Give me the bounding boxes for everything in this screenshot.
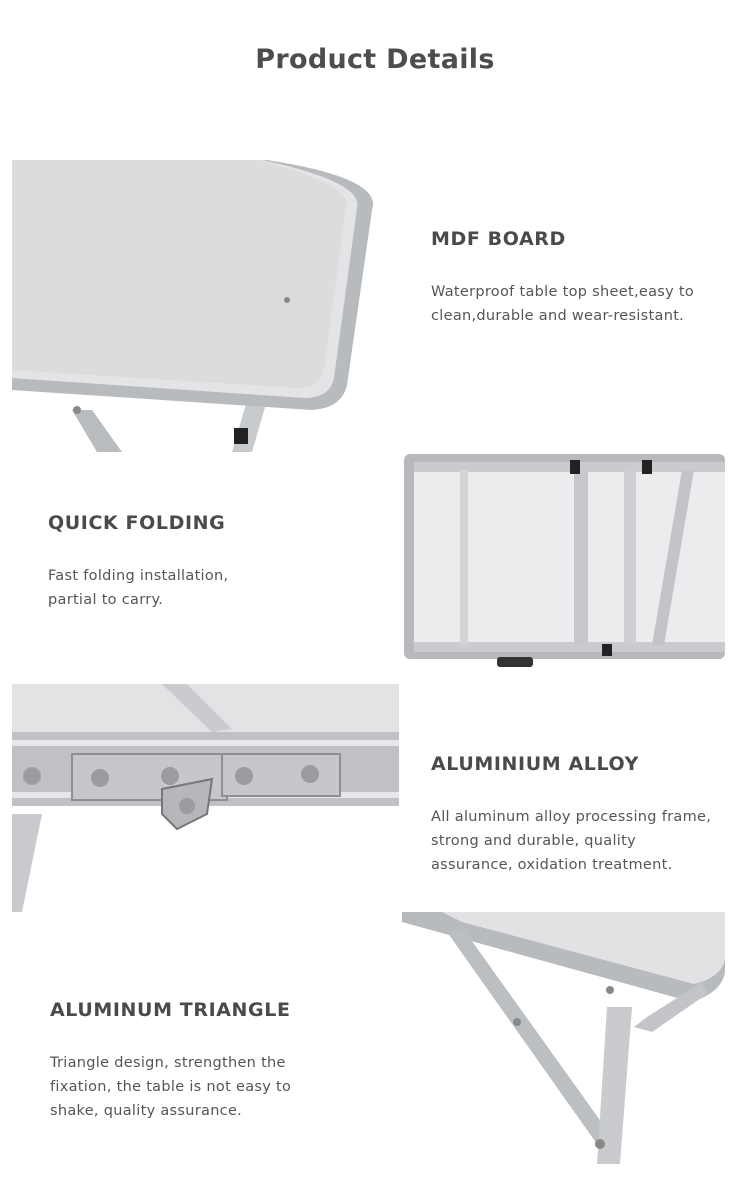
aluminium-hinge-photo	[12, 684, 399, 912]
feature-title: MDF BOARD	[431, 228, 566, 250]
triangle-brace-photo	[402, 912, 725, 1164]
feature-title: QUICK FOLDING	[48, 512, 226, 534]
feature-title: ALUMINIUM ALLOY	[431, 753, 639, 775]
folded-table-photo	[402, 452, 725, 669]
feature-title: ALUMINUM TRIANGLE	[50, 999, 291, 1021]
feature-description: Fast folding installation, partial to carry.	[48, 568, 229, 608]
feature-aluminum-triangle	[50, 999, 350, 1123]
table-corner-photo	[12, 160, 386, 452]
feature-description: All aluminum alloy processing frame, strong and durable, quality assurance, oxidation treatment.	[431, 809, 712, 873]
feature-quick-folding	[48, 512, 348, 612]
feature-description: Waterproof table top sheet,easy to clean,durable and wear-resistant.	[431, 284, 695, 324]
feature-mdf-board	[431, 228, 731, 328]
feature-description: Triangle design, strengthen the fixation, the table is not easy to shake, quality assurance.	[50, 1055, 292, 1119]
page-title: Product Details	[255, 44, 495, 75]
feature-aluminium-alloy	[431, 753, 731, 877]
